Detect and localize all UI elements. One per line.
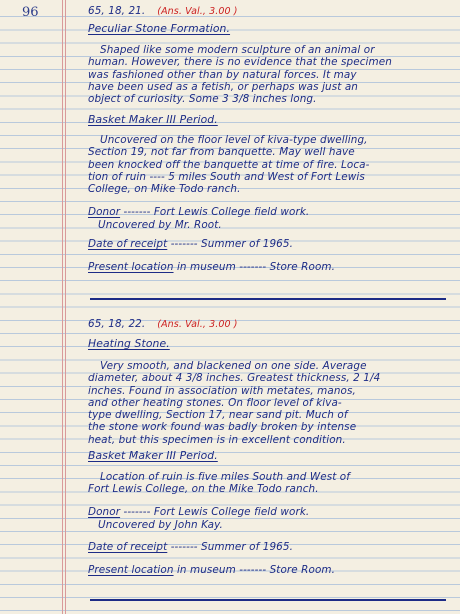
entry-1-period: [88, 114, 448, 126]
entry-1-uncovered-by: Uncovered by Mr. Root.: [98, 219, 222, 231]
entry-1-description: [88, 44, 448, 105]
entry-2-description: [88, 360, 448, 446]
donor-label: Donor: [88, 506, 121, 518]
section-divider-bottom: [90, 599, 446, 601]
location-value: in museum ------- Store Room.: [176, 261, 336, 273]
location-label: Present location: [88, 261, 174, 273]
entry-2-location: [88, 564, 448, 576]
red-margin-line-2: [65, 0, 66, 614]
entry-1-title: [88, 23, 448, 35]
entry-2-receipt: [88, 541, 448, 553]
context-line: Fort Lewis College, on the Mike Todo ranch.: [88, 483, 319, 496]
period-label: Basket Maker III Period.: [88, 449, 218, 462]
description-line: type dwelling, Section 17, near sand pit. Much of: [88, 409, 348, 422]
description-line: Shaped like some modern sculpture of an animal or: [100, 44, 375, 56]
donor-value: ------- Fort Lewis College field work.: [123, 506, 310, 518]
entry-1-location: [88, 261, 448, 273]
receipt-label: Date of receipt: [88, 541, 168, 553]
description-line: the stone work found was badly broken by intense: [88, 421, 357, 434]
entry-1-context: [88, 134, 448, 195]
description-line: and other heating stones. On floor level of kiva-: [88, 396, 342, 409]
donor-value: ------- Fort Lewis College field work.: [123, 206, 310, 218]
catalog-number: 65, 18, 21.: [88, 5, 146, 17]
description-line: heat, but this specimen is in excellent condition.: [88, 433, 346, 446]
entry-1-receipt: [88, 238, 448, 250]
description-line: was fashioned other than by natural forces. It may: [88, 68, 357, 81]
description-line: have been used as a fetish, or perhaps was just an: [88, 80, 358, 93]
entry-2-uncovered-by: Uncovered by John Kay.: [98, 519, 223, 531]
receipt-label: Date of receipt: [88, 238, 168, 250]
period-label: Basket Maker III Period.: [88, 113, 218, 126]
context-line: Location of ruin is five miles South and West of: [100, 471, 351, 483]
left-margin-area: [0, 0, 62, 614]
context-line: Uncovered on the floor level of kiva-type dwelling,: [100, 134, 368, 146]
donor-label: Donor: [88, 206, 121, 218]
entry-2-context: [88, 471, 448, 496]
description-line: human. However, there is no evidence that the specimen: [88, 56, 392, 69]
context-line: tion of ruin ---- 5 miles South and West of Fort Lewis: [88, 170, 365, 183]
location-value: in museum ------- Store Room.: [176, 564, 336, 576]
context-line: College, on Mike Todo ranch.: [88, 183, 241, 196]
location-label: Present location: [88, 564, 174, 576]
section-divider: [90, 298, 446, 300]
entry-2-title: [88, 338, 448, 350]
specimen-title: Heating Stone.: [88, 337, 170, 350]
catalog-number: 65, 18, 22.: [88, 318, 146, 330]
page-number: 96: [22, 5, 39, 20]
receipt-value: ------- Summer of 1965.: [170, 238, 294, 250]
appraisal-value: (Ans. Val., 3.00 ): [157, 6, 238, 17]
entry-2-period: [88, 450, 448, 462]
description-line: diameter, about 4 3/8 inches. Greatest thickness, 2 1/4: [88, 372, 381, 385]
entry-2-header: [88, 318, 448, 331]
context-line: Section 19, not far from banquette. May well have: [88, 146, 355, 159]
appraisal-value: (Ans. Val., 3.00 ): [157, 319, 238, 330]
red-margin-line: [62, 0, 63, 614]
description-line: object of curiosity. Some 3 3/8 inches long.: [88, 93, 317, 106]
entry-2-donor: [88, 506, 448, 518]
entry-1-header: [88, 5, 448, 18]
context-line: been knocked off the banquette at time of fire. Loca-: [88, 158, 370, 171]
entry-1-donor: [88, 206, 448, 218]
specimen-title: Peculiar Stone Formation.: [88, 22, 231, 35]
receipt-value: ------- Summer of 1965.: [170, 541, 294, 553]
description-line: Very smooth, and blackened on one side. Average: [100, 360, 367, 372]
description-line: inches. Found in association with metates, manos,: [88, 384, 356, 397]
